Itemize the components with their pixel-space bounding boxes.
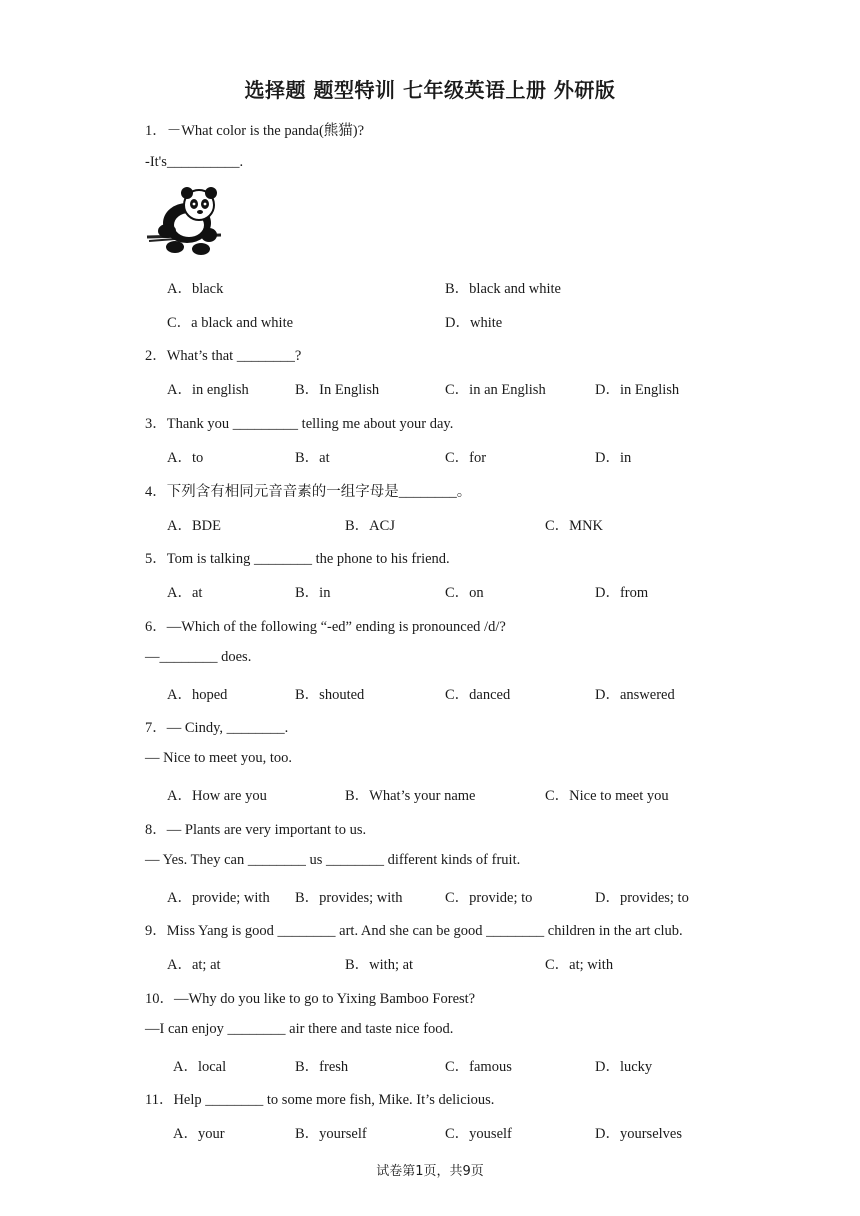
question-6-option-d[interactable]: D．answered xyxy=(595,687,675,703)
panda-picture xyxy=(145,185,223,257)
question-1-option-c[interactable]: C．a black and white xyxy=(167,315,294,331)
question-8-option-c[interactable]: C．provide; to xyxy=(445,890,533,906)
question-9-option-c[interactable]: C．at; with xyxy=(545,957,614,973)
question-7-text: 7．— Cindy, ________. xyxy=(145,720,289,736)
question-8-option-b[interactable]: B．provides; with xyxy=(295,890,403,906)
page-footer: 试卷第1页，共9页 xyxy=(376,1164,484,1179)
question-2-option-c[interactable]: C．in an English xyxy=(445,382,546,398)
question-5-option-d[interactable]: D．from xyxy=(595,585,649,601)
question-1-option-a[interactable]: A．black xyxy=(167,281,224,297)
page-title: 选择题 题型特训 七年级英语上册 外研版 xyxy=(244,78,616,102)
question-2-option-d[interactable]: D．in English xyxy=(595,382,680,398)
question-11-option-a[interactable]: A．your xyxy=(173,1126,225,1142)
question-4-option-c[interactable]: C．MNK xyxy=(545,518,604,534)
question-5-option-b[interactable]: B．in xyxy=(295,585,331,601)
question-3-option-d[interactable]: D．in xyxy=(595,450,632,466)
question-5-text: 5．Tom is talking ________ the phone to his friend. xyxy=(145,551,450,567)
question-8-option-d[interactable]: D．provides; to xyxy=(595,890,689,906)
question-9-option-b[interactable]: B．with; at xyxy=(345,957,414,973)
question-10-text: 10．—Why do you like to go to Yixing Bamboo Forest? xyxy=(145,991,476,1007)
question-11-text: 11．Help ________ to some more fish, Mike. It’s delicious. xyxy=(145,1092,495,1108)
question-2-option-b[interactable]: B．In English xyxy=(295,382,380,398)
question-5-option-c[interactable]: C．on xyxy=(445,585,484,601)
question-4-option-b[interactable]: B．ACJ xyxy=(345,518,395,534)
question-5-option-a[interactable]: A．at xyxy=(167,585,203,601)
question-1-option-d[interactable]: D．white xyxy=(445,315,503,331)
question-7-option-c[interactable]: C．Nice to meet you xyxy=(545,788,669,804)
question-10-option-d[interactable]: D．lucky xyxy=(595,1059,653,1075)
question-3-option-a[interactable]: A．to xyxy=(167,450,204,466)
question-6-option-a[interactable]: A．hoped xyxy=(167,687,228,703)
question-1-option-b[interactable]: B．black and white xyxy=(445,281,561,297)
question-9-option-a[interactable]: A．at; at xyxy=(167,957,221,973)
question-7-reply-line: — Nice to meet you, too. xyxy=(145,750,292,766)
question-2-option-a[interactable]: A．in english xyxy=(167,382,249,398)
question-6-text: 6．—Which of the following “-ed” ending is pronounced /d/? xyxy=(145,619,506,635)
question-10-option-b[interactable]: B．fresh xyxy=(295,1059,349,1075)
question-10-option-a[interactable]: A．local xyxy=(173,1059,227,1075)
question-9-text: 9．Miss Yang is good ________ art. And she can be good ________ children in the art club. xyxy=(145,923,683,939)
question-8-reply-line: — Yes. They can ________ us ________ different kinds of fruit. xyxy=(145,852,521,868)
question-2-text: 2．What’s that ________? xyxy=(145,348,302,364)
question-4-option-a[interactable]: A．BDE xyxy=(167,518,221,534)
question-6-answer-line: —________ does. xyxy=(145,649,252,665)
question-8-text: 8．— Plants are very important to us. xyxy=(145,822,367,838)
question-7-option-b[interactable]: B．What’s your name xyxy=(345,788,476,804)
question-10-reply-line: —I can enjoy ________ air there and taste nice food. xyxy=(145,1021,454,1037)
question-4-text: 4．下列含有相同元音音素的一组字母是________。 xyxy=(145,484,472,500)
question-8-option-a[interactable]: A．provide; with xyxy=(167,890,270,906)
question-6-option-c[interactable]: C．danced xyxy=(445,687,511,703)
question-3-text: 3．Thank you _________ telling me about your day. xyxy=(145,416,454,432)
question-3-option-b[interactable]: B．at xyxy=(295,450,330,466)
question-10-option-c[interactable]: C．famous xyxy=(445,1059,512,1075)
question-11-option-b[interactable]: B．yourself xyxy=(295,1126,367,1142)
question-1-text: 1．－What color is the panda(熊猫)? xyxy=(145,123,365,139)
question-11-option-d[interactable]: D．yourselves xyxy=(595,1126,682,1142)
question-1-answer-line: -It's__________. xyxy=(145,154,244,170)
question-7-option-a[interactable]: A．How are you xyxy=(167,788,267,804)
question-3-option-c[interactable]: C．for xyxy=(445,450,487,466)
question-11-option-c[interactable]: C．youself xyxy=(445,1126,512,1142)
question-6-option-b[interactable]: B．shouted xyxy=(295,687,365,703)
